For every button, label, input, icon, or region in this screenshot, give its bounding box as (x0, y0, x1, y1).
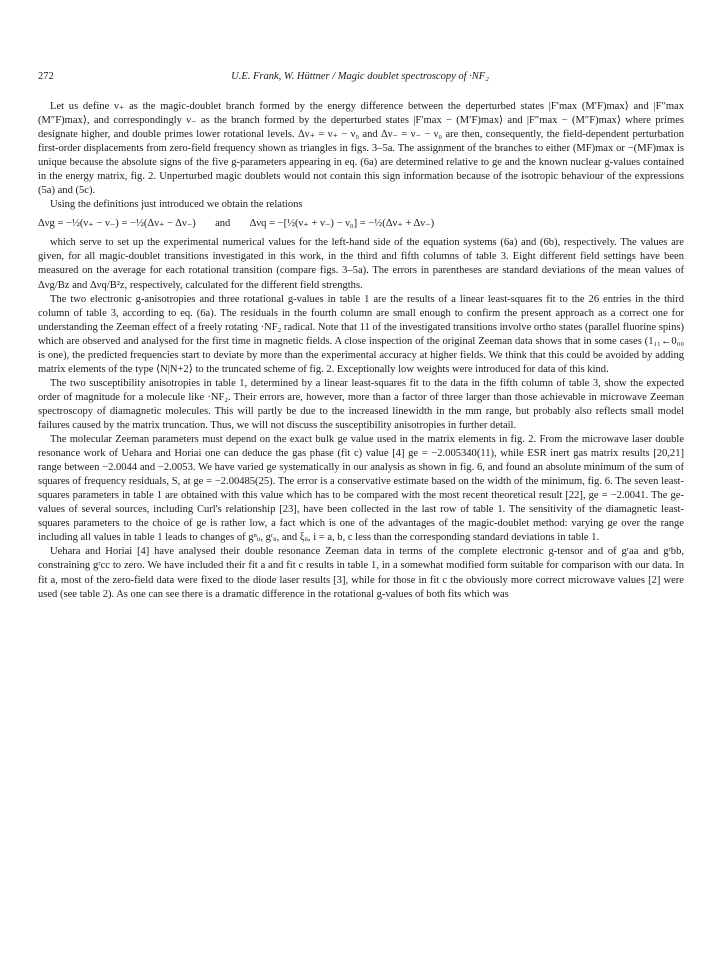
article-body (38, 100, 684, 602)
paragraph-experimental-values: which serve to set up the experimental numerical values for the left-hand side of the equation systems (6a) and (6b), respectively. The values are given, for all magic-doublet transitions investigated in this work, in the third and fifth columns of table 3. Eight different field settings have been measured on the average for each rotational transition (compare figs. 3–5a). The errors in parentheses are standard deviations of the mean values of Δνg/Bz and Δνq/B²z, respectively, calculated for the different field strengths. (38, 237, 684, 291)
equation-right: Δνq = −[½(ν₊ + ν₋) − ν₀] = −½(Δν₊ + Δν₋) (249, 218, 435, 230)
paragraph-bulk-ge: The molecular Zeeman parameters must depend on the exact bulk ge value used in the matrix elements in fig. 2. From the microwave laser double resonance work of Uehara and Horiai one can deduce the gas phase (fit c) value [4] ge = −2.005340(11), while ESR inert gas matrix results [20,21] range between −2.0044 and −2.0053. We have varied ge systematically in our analysis as shown in fig. 6, and found an absolute minimum of the sum of squares of frequency residuals, S, at ge = −2.00485(25). The error is a conservative estimate based on the width of the minimum, fig. 6. The seven least-squares parameters in table 1 are obtained with this value which has to be compared with the most recent theoretical result [22], ge = −2.0041. The ge-values of several sources, including Curl's relationship [23], have been collected in the last row of table 1. The sensitivity of the diamagnetic least-squares parameters to the choice of ge is rather low, a fact which is one of the advantages of the magic-doublet method: varying ge over the range including all values in table 1 leads to changes of gⁿᵢᵢ, gʳᵢᵢ, and ξᵢᵢ, i = a, b, c less than the corresponding standard deviations in table 1. (38, 434, 684, 544)
page-number: 272 (38, 71, 54, 82)
paragraph-definitions: Let us define ν₊ as the magic-doublet branch formed by the energy difference between the deperturbed states |F′max (M′F)max⟩ and |F″max (M″F)max⟩, and correspondingly ν₋ as the branch formed by the deperturbed states |F′max − (M′F)max⟩ and |F″max − (M″F)max⟩ where primes designate higher, and double primes lower rotational levels. Δν₊ = ν₊ − ν₀ and Δν₋ = ν₋ − ν₀ are then, consequently, the field-dependent perturbation first-order displacements from zero-field frequency shown as triangles in figs. 3–5a. The assignment of the branches to either (MF)max or −(MF)max is unique because the absolute signs of the five g-parameters appearing in eq. (6a) are determined relative to ge and the known nuclear g-values contained in the energy matrix, fig. 2. Unperturbed magic doublets would not contain this sign information because of the isotropic behaviour of the expressions (5a) and (5c). (38, 101, 684, 197)
paragraph-relations-intro: Using the definitions just introduced we obtain the relations (50, 199, 303, 211)
equation-relations (38, 217, 684, 231)
equation-left: Δνg = −½(ν₊ − ν₋) = −½(Δν₊ − Δν₋) (38, 218, 196, 230)
running-title: U.E. Frank, W. Hüttner / Magic doublet spectroscopy of ·NF₂ (231, 71, 489, 82)
paragraph-susceptibility: The two susceptibility anisotropies in table 1, determined by a linear least-squares fit to the data in the fifth column of table 3, show the expected order of magnitude for a molecule like ·NF₂. Their errors are, however, more than a factor of three larger than those achievable in microwave Zeeman spectroscopy of diamagnetic molecules. This will partly be due to the increased linewidth in the mm range, but probably also reflects small model failures caused by the matrix truncation. Thus, we will not discuss the susceptibility anisotropies in further detail. (38, 377, 684, 431)
paragraph-g-anisotropies: The two electronic g-anisotropies and three rotational g-values in table 1 are the results of a linear least-squares fit to the 26 entries in the third column of table 3, according to eq. (6a). The residuals in the fourth column are small enough to confirm the present approach as a correct one for understanding the Zeeman effect of a freely rotating ·NF₂ radical. Note that 11 of the investigated transitions involve ortho states (parallel fluorine spins) which are observed and analysed for the first time in magnetic fields. A close inspection of the original Zeeman data shows that in some cases (1₁₁←0₀₀ is one), the predicted frequencies start to deviate by more than the experimental accuracy at higher fields. We think that this could be avoided by adding matrix elements of the type ⟨N|N+2⟩ to the truncated scheme of fig. 2. Exceptionally low weights were introduced for data of this kind. (38, 293, 684, 375)
equation-connector: and (215, 218, 231, 230)
paragraph-uehara-horiai: Uehara and Horiai [4] have analysed their double resonance Zeeman data in terms of the complete electronic g-tensor and of gʳaa and gʳbb, constraining gʳcc to zero. We have included their fit a and fit c results in table 1, in a somewhat modified form suitable for comparison with our data. In fit a, most of the zero-field data were fixed to the diode laser results [3], while for those in fit c the obviously more correct microwave values [2] were used (see table 2). As one can see there is a dramatic difference in the rotational g-values of both fits which was (38, 546, 684, 600)
